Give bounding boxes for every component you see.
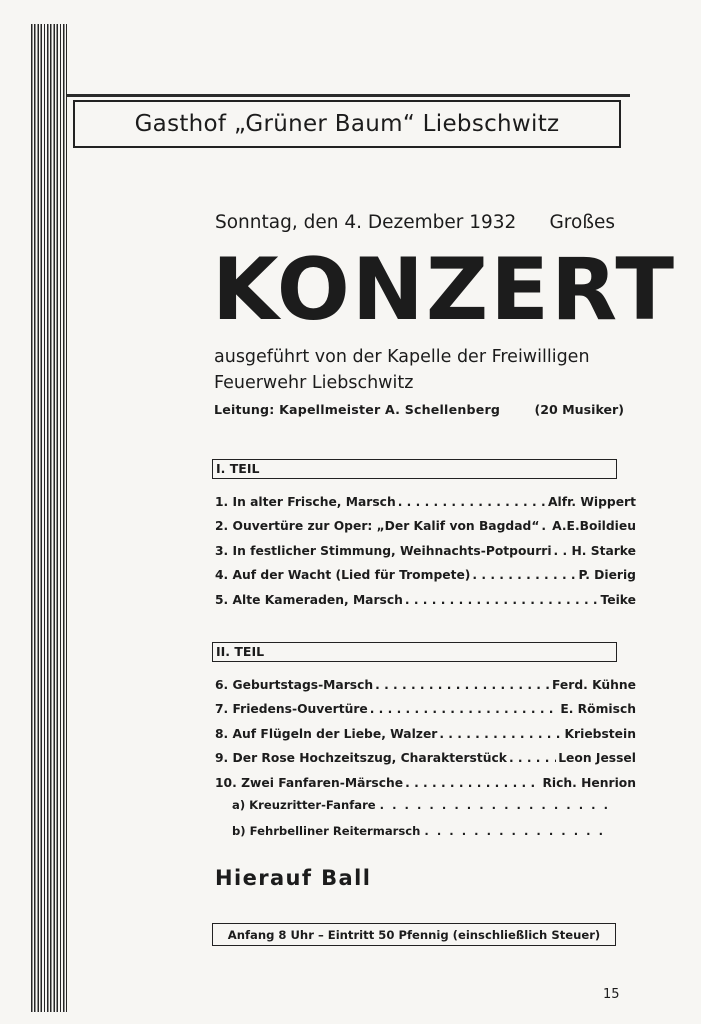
program-item: [215, 678, 636, 702]
sub-item: [232, 798, 612, 824]
musician-count: (20 Musiker): [534, 402, 624, 417]
item-composer: E. Römisch: [560, 702, 636, 717]
leader-dots: [370, 702, 559, 716]
part2-program-list: [215, 678, 636, 800]
item-title: Zwei Fanfaren-Märsche: [241, 775, 404, 790]
item-composer: Rich. Henrion: [542, 775, 636, 790]
part1-program-list: [215, 495, 636, 617]
leader-dots: [405, 593, 599, 607]
item-composer: Ferd. Kühne: [552, 678, 636, 692]
item-title: Auf Flügeln der Liebe, Walzer: [232, 726, 438, 741]
sub-item: [232, 824, 612, 850]
leader-dots: [439, 727, 562, 741]
item-number: 1.: [215, 495, 229, 509]
leader-dots: [375, 678, 550, 692]
conductor: Leitung: Kapellmeister A. Schellenberg: [214, 402, 501, 417]
item-composer: Teike: [600, 592, 636, 607]
item-number: 5.: [215, 592, 229, 607]
item-number: 6.: [215, 678, 229, 692]
ball-announcement: Hierauf Ball: [215, 866, 372, 890]
program-item: [215, 751, 636, 775]
part1-heading: I. TEIL: [212, 459, 617, 479]
item-title: Auf der Wacht (Lied für Trompete): [232, 568, 471, 583]
item-title: Der Rose Hochzeitszug, Charakterstück: [232, 751, 507, 766]
venue-box: [73, 100, 621, 148]
leader-dots: [424, 824, 612, 838]
item-title: Geburtstags-Marsch: [232, 678, 374, 692]
item-composer: P. Dierig: [578, 568, 636, 583]
item-number: 8.: [215, 726, 229, 741]
sub-item-label: a) Kreuzritter-Fanfare: [232, 798, 376, 812]
page-number: 15: [603, 987, 620, 1002]
item-title: In festlicher Stimmung, Weihnachts-Potpourri: [232, 543, 552, 558]
leader-dots: [405, 776, 540, 790]
item-number: 4.: [215, 568, 229, 583]
program-item: [215, 593, 636, 617]
leader-dots: [509, 751, 556, 765]
program-item: [215, 727, 636, 751]
performed-by: ausgeführt von der Kapelle der Freiwilligen Feuerwehr Liebschwitz: [214, 347, 590, 393]
admission-text: Anfang 8 Uhr – Eintritt 50 Pfennig (einschließlich Steuer): [227, 927, 601, 942]
item-composer: Alfr. Wippert: [547, 495, 636, 509]
item-composer: A.E.Boildieu: [552, 519, 636, 534]
conductor-line: [214, 402, 624, 417]
venue-title: Gasthof „Grüner Baum“ Liebschwitz: [134, 111, 560, 137]
sub-item-label: b) Fehrbelliner Reitermarsch: [232, 824, 421, 838]
item-number: 10.: [215, 775, 237, 790]
leader-dots: [541, 519, 550, 533]
item-number: 3.: [215, 543, 229, 558]
program-item: [215, 544, 636, 568]
item-title: In alter Frische, Marsch: [232, 495, 396, 509]
admission-box: [212, 923, 616, 946]
vertical-stripe-decoration: [31, 24, 67, 1012]
program-item: [215, 702, 636, 726]
event-adjective: Großes: [549, 212, 615, 233]
date-line: [215, 212, 615, 233]
fanfare-sublist: [232, 798, 612, 850]
item-title: Ouvertüre zur Oper: „Der Kalif von Bagdad“: [232, 519, 540, 534]
program-item: [215, 568, 636, 592]
leader-dots: [380, 798, 612, 812]
item-number: 2.: [215, 519, 229, 534]
program-item: [215, 495, 636, 519]
item-number: 9.: [215, 751, 229, 766]
item-composer: H. Starke: [571, 543, 636, 558]
header-rule: [67, 94, 630, 97]
part2-heading: II. TEIL: [212, 642, 617, 662]
item-title: Alte Kameraden, Marsch: [232, 592, 403, 607]
leader-dots: [472, 568, 576, 582]
item-composer: Kriebstein: [564, 726, 636, 741]
event-title: KONZERT: [212, 240, 676, 340]
leader-dots: [398, 495, 546, 509]
item-number: 7.: [215, 702, 229, 717]
program-item: [215, 519, 636, 543]
program-item: [215, 776, 636, 800]
item-composer: Leon Jessel: [558, 751, 636, 766]
event-date: Sonntag, den 4. Dezember 1932: [215, 212, 517, 233]
item-title: Friedens-Ouvertüre: [232, 702, 368, 717]
leader-dots: [554, 544, 570, 558]
